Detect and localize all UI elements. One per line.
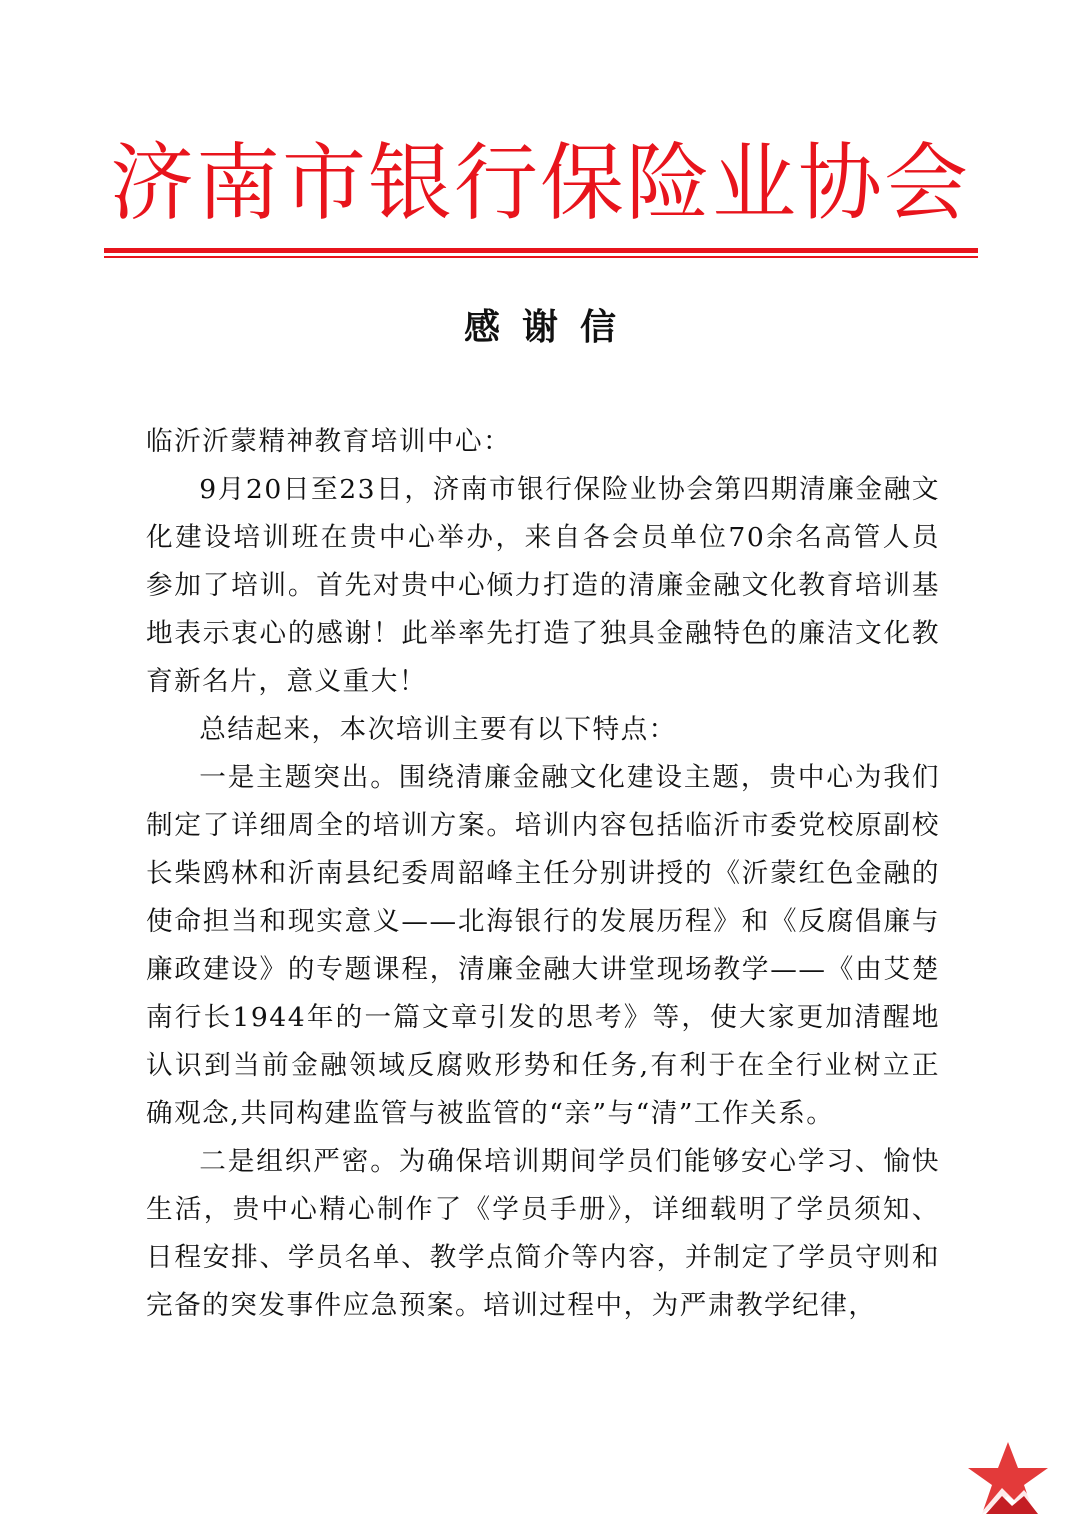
letterhead-thin-rule (104, 256, 978, 258)
paragraph-point-one: 一是主题突出。围绕清廉金融文化建设主题，贵中心为我们制定了详细周全的培训方案。培训内容包括临沂市委党校原副校长柴鸥林和沂南县纪委周韶峰主任分别讲授的《沂蒙红色金融的使命担当和现实意义——北海银行的发展历程》和《反腐倡廉与廉政建设》的专题课程，清廉金融大讲堂现场教学——《由艾楚南行长1944年的一篇文章引发的思考》等，使大家更加清醒地认识到当前金融领域反腐败形势和任务,有利于在全行业树立正确观念,共同构建监管与被监管的“亲”与“清”工作关系。 (146, 762, 940, 1129)
paragraph-intro: 9月20日至23日，济南市银行保险业协会第四期清廉金融文化建设培训班在贵中心举办，来自各会员单位70余名高管人员参加了培训。首先对贵中心倾力打造的清廉金融文化教育培训基地表示衷心的感谢！此举率先打造了独具金融特色的廉洁文化教育新名片，意义重大！ (146, 474, 940, 697)
letter-body (146, 418, 940, 1330)
letterhead-organization-name: 济南市银行保险业协会 (109, 134, 970, 232)
document-title: 感谢信 (463, 307, 638, 348)
letterhead-thick-rule (104, 248, 978, 253)
red-star-mountain-logo-icon (968, 1440, 1052, 1520)
salutation: 临沂沂蒙精神教育培训中心： (146, 426, 512, 457)
paragraph-summary: 总结起来，本次培训主要有以下特点： (199, 714, 677, 745)
paragraph-point-two: 二是组织严密。为确保培训期间学员们能够安心学习、愉快生活，贵中心精心制作了《学员手册》，详细载明了学员须知、日程安排、学员名单、教学点简介等内容，并制定了学员守则和完备的突发事件应急预案。培训过程中，为严肃教学纪律， (146, 1146, 940, 1321)
